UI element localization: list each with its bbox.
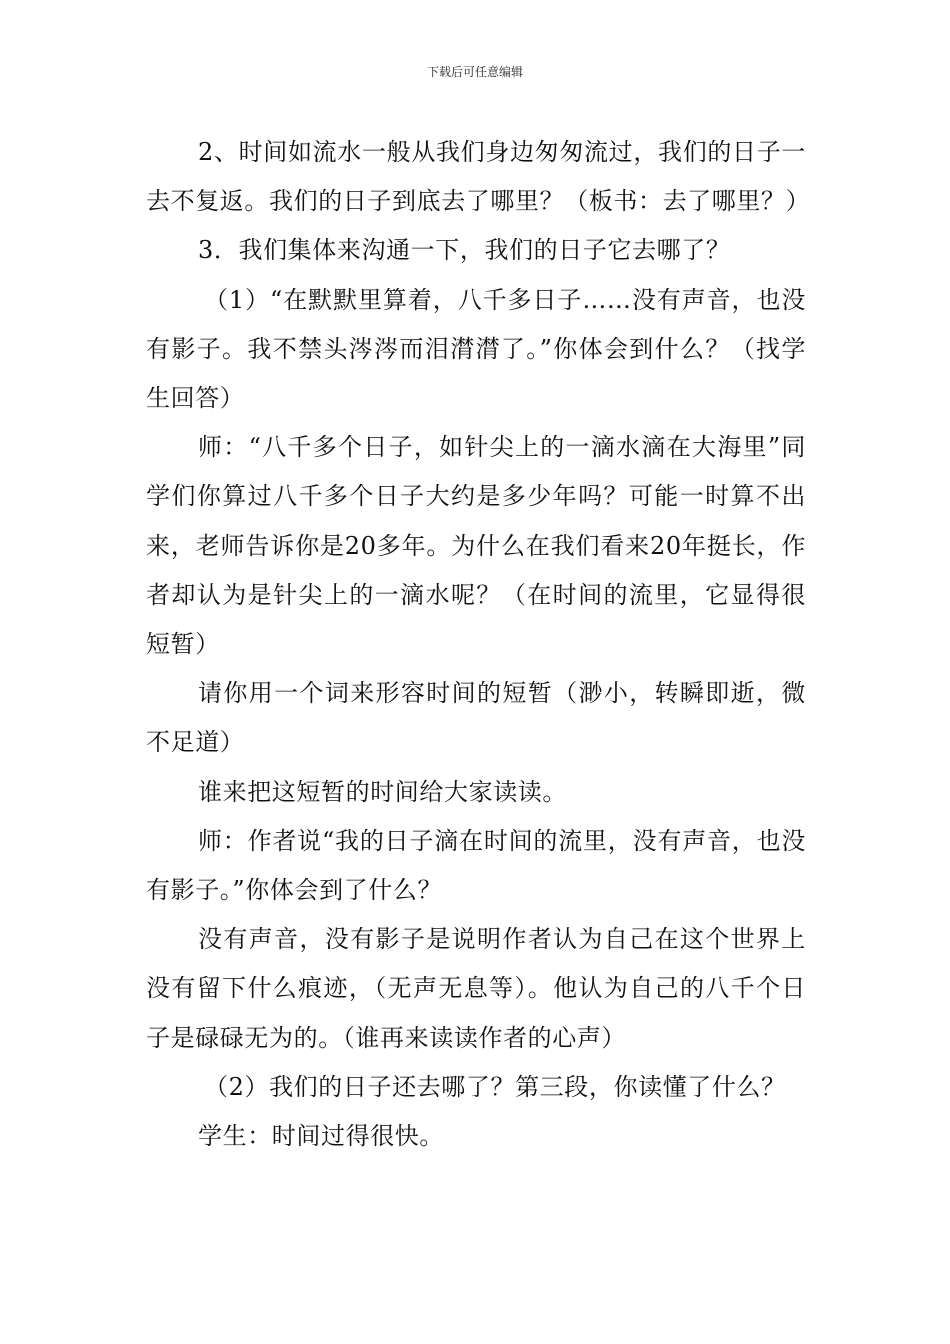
paragraph-student-answer: 学生：时间过得很快。 — [198, 1122, 444, 1151]
page-header: 下载后可任意编辑 — [426, 65, 523, 79]
paragraph-discussion: 3．我们集体来沟通一下，我们的日子它去哪了？ — [198, 236, 731, 265]
paragraph-teacher-2: 师：作者说“我的日子滴在时间的流里，没有声音，也没有影子。”你体会到了什么？ — [146, 826, 806, 905]
paragraph-describe-time: 请你用一个词来形容时间的短暂（渺小，转瞬即逝，微不足道） — [146, 679, 806, 757]
paragraph-read-aloud: 谁来把这短暂的时间给大家读读。 — [198, 777, 567, 806]
paragraph-teacher-1: 师：“八千多个日子，如针尖上的一滴水滴在大海里”同学们你算过八千多个日子大约是多少年吗？可能一时算不出来，老师告诉你是20多年。为什么在我们看来20年挺长，作者却认为是针尖上的一滴水呢？（在时间的流里，它显得很短暂） — [146, 433, 806, 659]
paragraph-question-1: （1）“在默默里算着，八千多日子……没有声音，也没有影子。我不禁头涔涔而泪潸潸了。”你体会到什么？（找学生回答） — [146, 285, 806, 413]
paragraph-no-sound: 没有声音，没有影子是说明作者认为自己在这个世界上没有留下什么痕迹，（无声无息等）。他认为自己的八千个日子是碌碌无为的。（谁再来读读作者的心声） — [146, 925, 806, 1052]
paragraph-question-2: （2）我们的日子还去哪了？第三段，你读懂了什么？ — [204, 1072, 786, 1101]
paragraph-time-flow: 2、时间如流水一般从我们身边匆匆流过，我们的日子一去不复返。我们的日子到底去了哪里？（板书：去了哪里？） — [146, 138, 811, 216]
document-body — [146, 128, 811, 1161]
